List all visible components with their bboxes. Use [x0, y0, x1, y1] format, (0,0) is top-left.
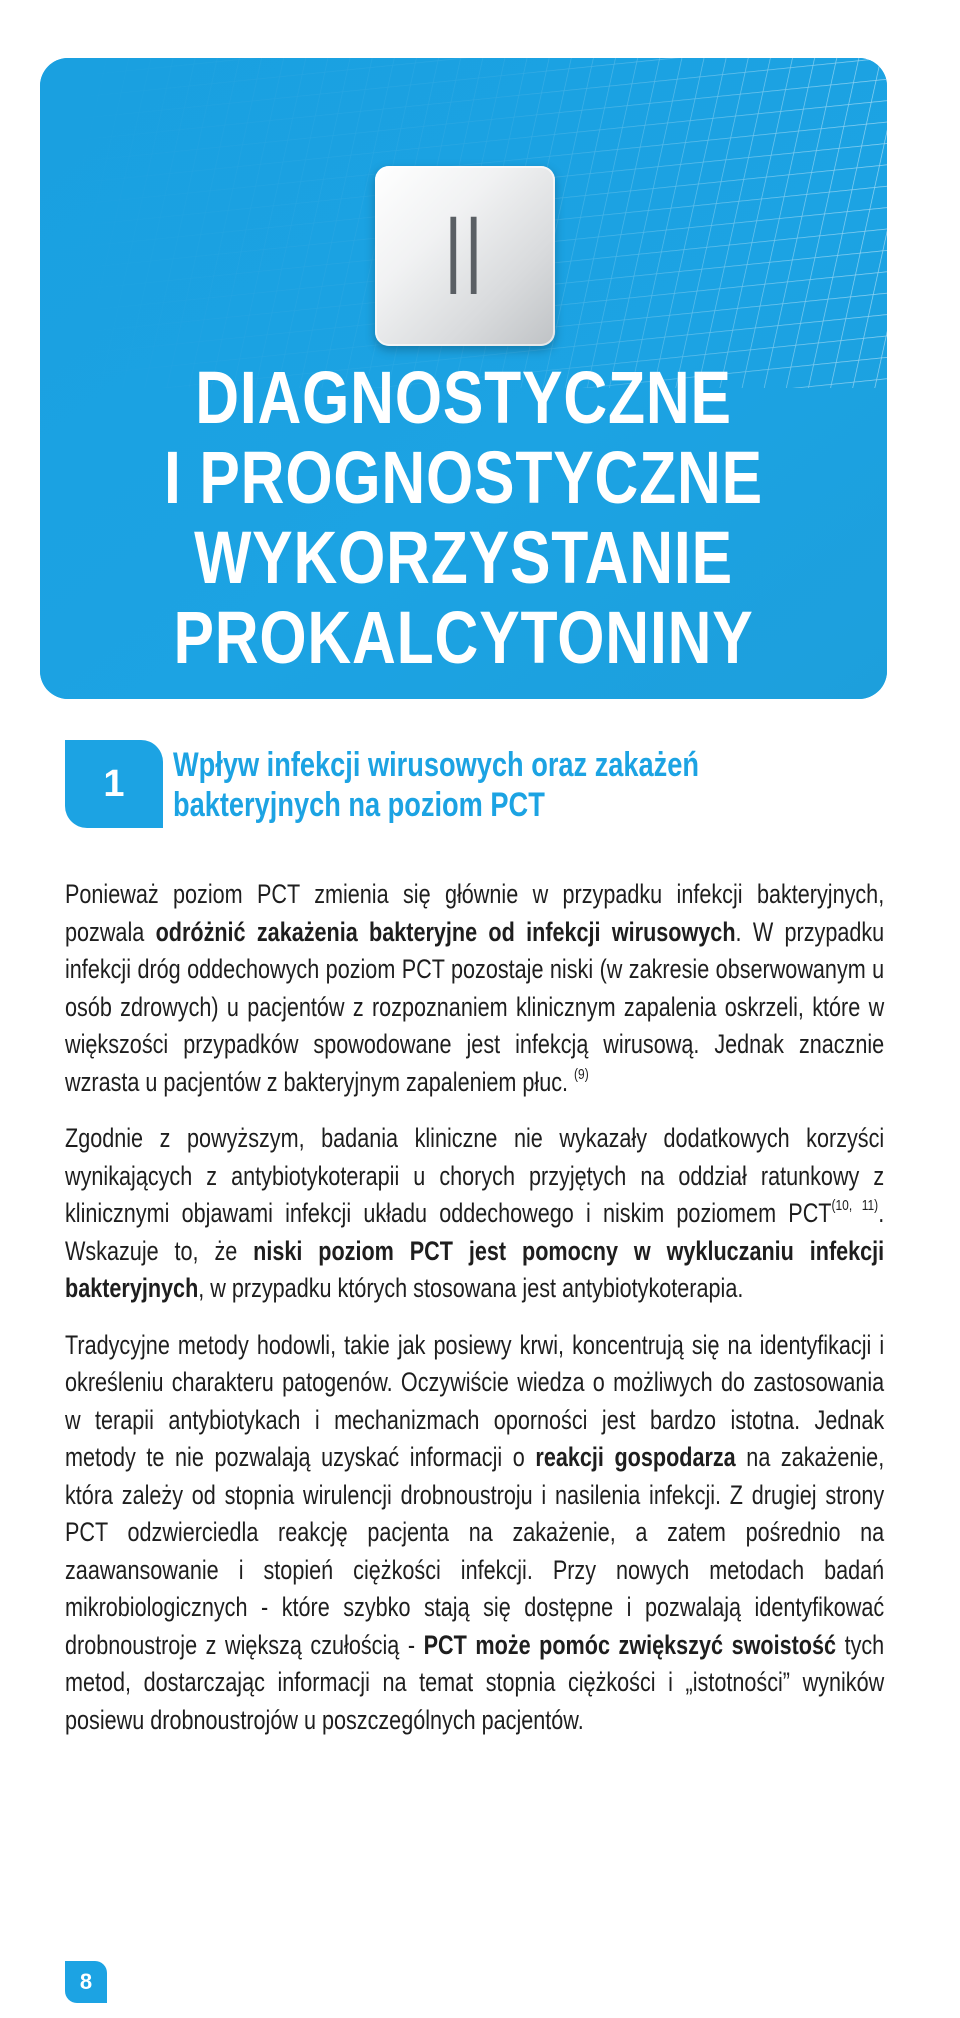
- section-title: [173, 745, 873, 825]
- chapter-title-line: I PROGNOSTYCZNE: [164, 436, 763, 519]
- chapter-number-badge: [375, 166, 555, 346]
- citation-reference: (10, 11): [831, 1197, 879, 1214]
- text-run: . Wskazuje to, że: [65, 1198, 885, 1266]
- paragraph: [65, 876, 884, 1101]
- chapter-header-panel: [40, 58, 887, 699]
- chapter-title-line: WYKORZYSTANIE: [194, 516, 733, 599]
- chapter-title-line: PROKALCYTONINY: [173, 596, 754, 679]
- emphasis-text: odróżnić zakażenia bakteryjne od infekcji wirusowych: [155, 916, 736, 947]
- section-number-badge: 1: [65, 740, 163, 828]
- emphasis-text: reakcji gospodarza: [535, 1442, 736, 1472]
- section-header: [65, 740, 885, 830]
- text-run: Tradycyjne metody hodowli, takie jak posiewy krwi, koncentrują się na identyfikacji i określeniu charakteru patogenów. Oczywiście wiedza o możliwych do zastosowania w terapii antybiotykach i mechanizmach oporności jest bardzo istotna. Jednak metody te nie pozwalają uzyskać informacji o: [65, 1329, 885, 1472]
- citation-reference: (9): [574, 1065, 589, 1083]
- chapter-title-line: DIAGNOSTYCZNE: [195, 356, 732, 439]
- text-run: Zgodnie z powyższym, badania kliniczne nie wykazały dodatkowych korzyści wynikających z antybiotykoterapii u chorych przyjętych na oddział ratunkowy z klinicznymi objawami infekcji układu oddechowego i niskim poziomem PCT: [65, 1123, 885, 1228]
- chapter-numeral: II: [444, 193, 486, 318]
- paragraph: [65, 1120, 884, 1308]
- page-number-badge: 8: [65, 1961, 107, 2003]
- text-run: Ponieważ poziom PCT zmienia się głównie w przypadku infekcji bakteryjnych, pozwala: [65, 879, 885, 947]
- text-run: . W przypadku infekcji dróg oddechowych poziom PCT pozostaje niski (w zakresie obserwowanym u osób zdrowych) u pacjentów z rozpoznaniem klinicznym zapalenia oskrzeli, które w większości przypadków spowodowane jest infekcją wirusową. Jednak znacznie wzrasta u pacjentów z bakteryjnym zapaleniem płuc.: [65, 916, 885, 1097]
- paragraph: [65, 1327, 884, 1740]
- body-text: [65, 876, 884, 1758]
- chapter-title: [40, 358, 887, 678]
- text-run: tych metod, dostarczając informacji na temat stopnia ciężkości i „istotności” wyników posiewu drobnoustrojów u poszczególnych pacjentów.: [65, 1629, 885, 1735]
- section-title-line: bakteryjnych na poziom PCT: [173, 786, 545, 824]
- section-title-line: Wpływ infekcji wirusowych oraz zakażeń: [173, 746, 700, 784]
- emphasis-text: niski poziom PCT jest pomocny w wykluczaniu infekcji bakteryjnych: [65, 1235, 885, 1303]
- emphasis-text: PCT może pomóc zwiększyć swoistość: [423, 1629, 837, 1660]
- text-run: , w przypadku których stosowana jest antybiotykoterapia.: [198, 1273, 744, 1303]
- text-run: na zakażenie, która zależy od stopnia wirulencji drobnoustroju i nasilenia infekcji. Z drugiej strony PCT odzwierciedla reakcję pacjenta na zakażenie, a zatem pośrednio na zaawansowanie i stopień ciężkości infekcji. Przy nowych metodach badań mikrobiologicznych - które szybko stają się dostępne i pozwalają identyfikować drobnoustroje z większą czułością -: [65, 1442, 885, 1660]
